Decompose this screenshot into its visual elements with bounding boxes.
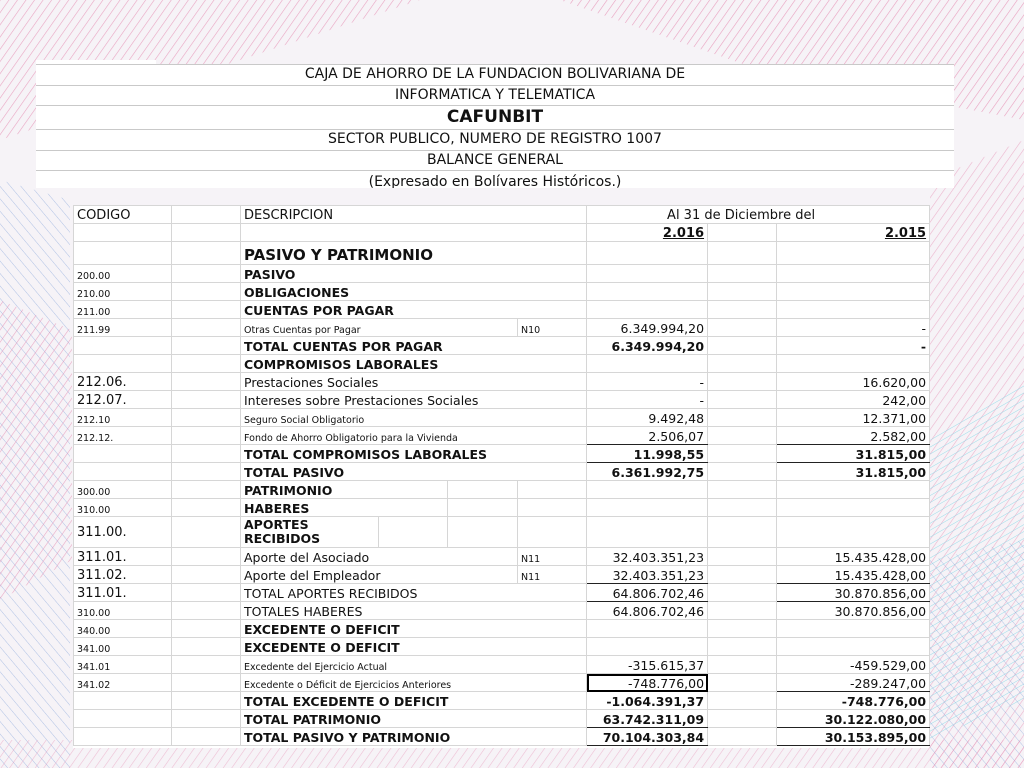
row-value-2015: -289.247,00 [777,674,930,692]
row-description: Fondo de Ahorro Obligatorio para la Vivienda [241,427,587,445]
row-note: N11 [518,548,587,566]
row-value-2016: 6.349.994,20 [587,337,708,355]
org-name-line1: CAJA DE AHORRO DE LA FUNDACION BOLIVARIANA DE [36,64,954,85]
row-description: Aporte del Asociado [241,548,518,566]
row-value-2015: 31.815,00 [777,445,930,463]
col-codigo: CODIGO [74,206,172,224]
row-value-2016: - [587,391,708,409]
table-row [74,373,930,391]
row-description: Intereses sobre Prestaciones Sociales [241,391,587,409]
row-value-2015: 2.582,00 [777,427,930,445]
table-row [74,427,930,445]
row-value-2016: 6.349.994,20 [587,319,708,337]
table-row [74,301,930,319]
row-value-2016: 64.806.702,46 [587,602,708,620]
row-description: Otras Cuentas por Pagar [241,319,518,337]
report-header [36,64,954,188]
table-row [74,499,930,517]
row-code: 300.00 [74,481,172,499]
table-row [74,638,930,656]
col-year-2015: 2.015 [777,224,930,242]
row-code: 310.00 [74,602,172,620]
row-description: TOTAL PATRIMONIO [241,710,587,728]
row-value-2015: 30.122.080,00 [777,710,930,728]
col-descripcion: DESCRIPCION [241,206,587,224]
table-row [74,283,930,301]
row-code: 211.00 [74,301,172,319]
row-note: N10 [518,319,587,337]
row-value-2015: - [777,319,930,337]
row-description: Aporte del Empleador [241,566,518,584]
row-code: 340.00 [74,620,172,638]
row-code: 311.02. [74,566,172,584]
row-description: OBLIGACIONES [241,283,587,301]
report-subtitle: (Expresado en Bolívares Históricos.) [36,170,954,188]
row-code: 311.00. [74,517,172,548]
row-description: TOTAL COMPROMISOS LABORALES [241,445,587,463]
balance-table [73,205,930,746]
row-value-2016: 64.806.702,46 [587,584,708,602]
row-description: Excedente del Ejercicio Actual [241,656,587,674]
row-value-2016: - [587,373,708,391]
section-title: PASIVO Y PATRIMONIO [241,242,587,265]
row-description: Excedente o Déficit de Ejercicios Anteriores [241,674,587,692]
row-description-line2: RECIBIDOS [244,531,321,546]
table-row [74,319,930,337]
row-value-2015: 30.870.856,00 [777,602,930,620]
row-code: 212.07. [74,391,172,409]
table-row [74,728,930,746]
row-code: 200.00 [74,265,172,283]
row-description: CUENTAS POR PAGAR [241,301,587,319]
table-row [74,409,930,427]
org-name-line2: INFORMATICA Y TELEMATICA [36,85,954,106]
table-row [74,355,930,373]
table-row [74,265,930,283]
row-value-2015: 242,00 [777,391,930,409]
row-value-2015: 15.435.428,00 [777,548,930,566]
row-value-2016: 70.104.303,84 [587,728,708,746]
org-acronym: CAFUNBIT [36,105,954,129]
col-period: Al 31 de Diciembre del [587,206,930,224]
row-description-line1: APORTES [244,517,309,532]
row-description: PATRIMONIO [241,481,448,499]
selected-cell[interactable]: -748.776,00 [587,674,708,692]
row-description: TOTAL CUENTAS POR PAGAR [241,337,587,355]
row-value-2016: 63.742.311,09 [587,710,708,728]
row-value-2016: 6.361.992,75 [587,463,708,481]
table-row [74,548,930,566]
report-title: BALANCE GENERAL [36,150,954,171]
row-code: 212.10 [74,409,172,427]
row-value-2015: 12.371,00 [777,409,930,427]
balance-sheet [73,205,929,748]
row-description: COMPROMISOS LABORALES [241,355,587,373]
row-description: TOTAL PASIVO Y PATRIMONIO [241,728,587,746]
table-row [74,391,930,409]
row-code: 210.00 [74,283,172,301]
row-description: EXCEDENTE O DEFICIT [241,638,587,656]
row-description: HABERES [241,499,448,517]
row-value-2016: 9.492,48 [587,409,708,427]
row-code: 212.12. [74,427,172,445]
row-code: 212.06. [74,373,172,391]
table-row [74,337,930,355]
table-row [74,584,930,602]
row-code: 341.02 [74,674,172,692]
table-row [74,517,930,548]
column-header-row [74,206,930,224]
table-row [74,602,930,620]
row-code: 311.01. [74,584,172,602]
table-row [74,656,930,674]
row-description: TOTAL EXCEDENTE O DEFICIT [241,692,587,710]
row-value-2015: 16.620,00 [777,373,930,391]
table-row [74,674,930,692]
row-note: N11 [518,566,587,584]
row-value-2016: -315.615,37 [587,656,708,674]
row-code: 211.99 [74,319,172,337]
table-row [74,620,930,638]
row-value-2015: -748.776,00 [777,692,930,710]
row-description [241,517,379,548]
row-value-2016: 32.403.351,23 [587,566,708,584]
row-description: TOTALES HABERES [241,602,587,620]
row-value-2016: 11.998,55 [587,445,708,463]
section-title-row [74,242,930,265]
row-value-2016: -1.064.391,37 [587,692,708,710]
col-year-2016: 2.016 [587,224,708,242]
table-row [74,692,930,710]
sector-registration: SECTOR PUBLICO, NUMERO DE REGISTRO 1007 [36,129,954,150]
row-value-2015: 30.153.895,00 [777,728,930,746]
row-value-2015: 31.815,00 [777,463,930,481]
table-row [74,445,930,463]
table-row [74,463,930,481]
header-tab [36,60,156,64]
row-value-2016: 32.403.351,23 [587,548,708,566]
row-description: TOTAL APORTES RECIBIDOS [241,584,587,602]
row-value-2015: 15.435.428,00 [777,566,930,584]
row-code: 311.01. [74,548,172,566]
row-value-2015: -459.529,00 [777,656,930,674]
row-code: 341.00 [74,638,172,656]
table-row [74,481,930,499]
row-code: 341.01 [74,656,172,674]
row-description: Seguro Social Obligatorio [241,409,587,427]
row-description: PASIVO [241,265,587,283]
row-value-2015: 30.870.856,00 [777,584,930,602]
row-description: TOTAL PASIVO [241,463,587,481]
table-row [74,710,930,728]
row-value-2015: - [777,337,930,355]
row-description: EXCEDENTE O DEFICIT [241,620,587,638]
row-value-2016: 2.506,07 [587,427,708,445]
table-row [74,566,930,584]
row-code: 310.00 [74,499,172,517]
year-header-row [74,224,930,242]
row-description: Prestaciones Sociales [241,373,587,391]
